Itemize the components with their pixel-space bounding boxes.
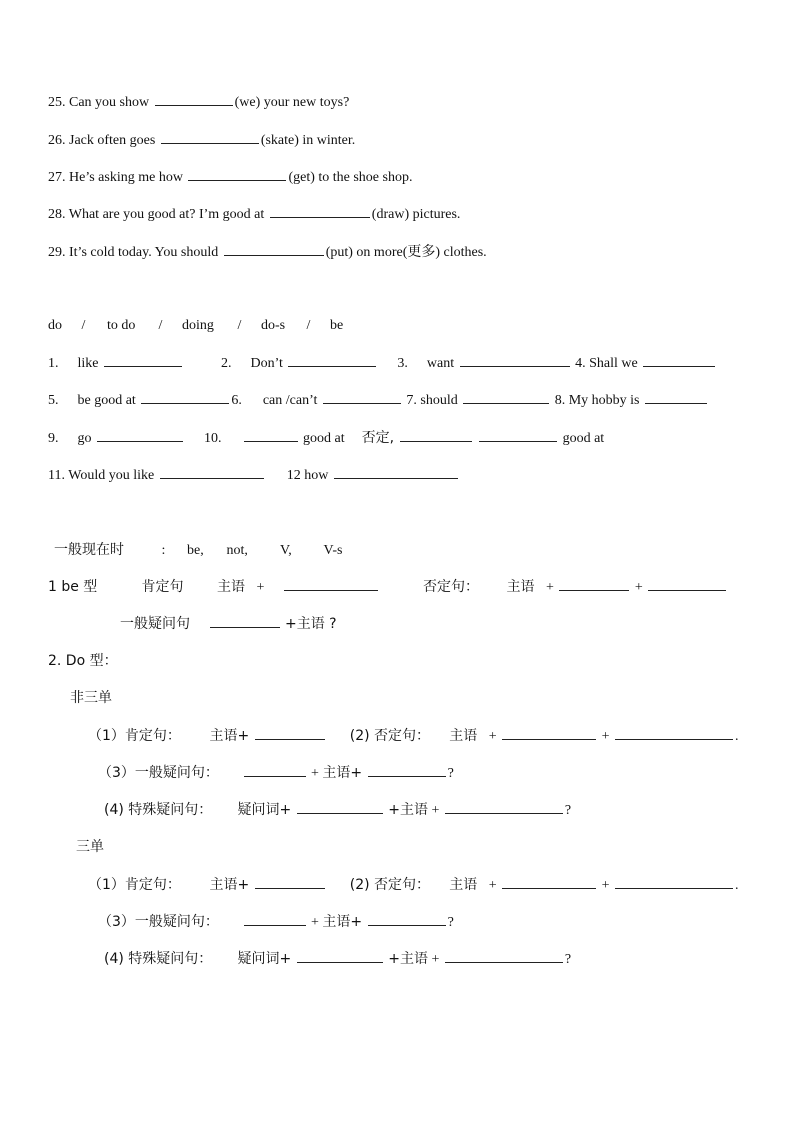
separator: / [81,318,86,333]
item-label: 11. Would you like [48,468,155,483]
exercise-25-text: 25. Can you show [48,95,150,110]
third-label-row [76,838,104,857]
exercise-27-text: 27. He’s asking me how [48,170,183,185]
question-label: 一般疑问句 [120,616,190,632]
plus: + [634,580,643,595]
answer-blank[interactable] [160,466,264,479]
wh-question-label: (4) 特殊疑问句： [104,951,213,967]
plus: + [256,580,265,595]
plus: + [431,803,440,818]
negative-label: 否定, [361,430,395,446]
exercise-25 [48,93,349,112]
grammar-title: 一般现在时 [54,542,124,558]
answer-blank[interactable] [270,205,370,218]
non-third-label-row [70,689,112,708]
question-label: （3）一般疑问句： [98,914,219,930]
answer-blank[interactable] [463,391,549,404]
item-label: 4. Shall we [575,356,638,371]
plus: + [601,878,610,893]
exercise-29-text: 29. It’s cold today. You should [48,245,219,260]
answer-blank[interactable] [615,727,733,740]
affirmative-label: 肯定句 [141,579,184,595]
answer-blank[interactable] [255,727,325,740]
key-not: not, [226,543,248,558]
negative-label: (2) 否定句： [349,728,431,744]
colon: : [161,543,166,558]
third-question-row [98,913,454,932]
answer-blank[interactable] [244,764,306,777]
forms-row-3 [48,429,604,448]
plus: + [488,729,497,744]
item-label: good at [562,431,605,446]
non-third-wh-question-row [104,801,571,820]
key-v: V, [280,543,292,558]
grammar-title-row [54,541,342,560]
wh-word-label: 疑问词+ [237,951,292,967]
subject-label: +主语 [388,951,428,967]
answer-blank[interactable] [368,764,446,777]
subject-label: +主语 [388,802,428,818]
form-do-s: do-s [261,318,286,333]
affirmative-label: （1）肯定句： [88,877,181,893]
exercise-28 [48,205,460,224]
answer-blank[interactable] [479,429,557,442]
subject-question: +主语 ? [285,616,337,632]
question-mark: ? [447,915,454,930]
do-type-row [48,652,118,671]
exercise-29 [48,243,487,262]
answer-blank[interactable] [297,950,383,963]
subject-label: 主语+ [209,728,250,744]
answer-blank[interactable] [645,391,707,404]
verb-forms-header [48,317,343,335]
answer-blank[interactable] [502,876,596,889]
answer-blank[interactable] [445,950,563,963]
answer-blank[interactable] [559,578,629,591]
item-label: go [77,431,92,446]
item-label: like [77,356,99,371]
answer-blank[interactable] [244,429,298,442]
exercise-28-text: 28. What are you good at? I’m good at [48,207,265,222]
plus: + [488,878,497,893]
exercise-25-hint: (we) your new toys? [234,95,350,110]
answer-blank[interactable] [615,876,733,889]
answer-blank[interactable] [104,354,182,367]
answer-blank[interactable] [368,913,446,926]
plus: + [431,952,440,967]
item-number: 6. [231,393,242,408]
subject-label: 主语+ [322,765,363,781]
answer-blank[interactable] [284,578,378,591]
form-to-do: to do [107,318,136,333]
item-label: want [426,356,455,371]
exercise-29-hint: (put) on more(更多) clothes. [325,245,487,260]
plus: + [311,766,319,781]
answer-blank[interactable] [155,93,233,106]
item-number: 1. [48,356,59,371]
exercise-26-hint: (skate) in winter. [260,133,356,148]
plus: + [546,580,554,595]
answer-blank[interactable] [445,801,563,814]
subject-label: 主语+ [209,877,250,893]
wh-question-label: (4) 特殊疑问句： [104,802,213,818]
answer-blank[interactable] [141,391,229,404]
form-be: be [330,318,344,333]
separator: / [306,318,311,333]
answer-blank[interactable] [255,876,325,889]
do-type-label: 2. Do 型： [48,653,118,669]
question-mark: ? [564,952,572,967]
item-number: 3. [397,356,408,371]
item-label: Don’t [250,356,283,371]
be-question-row [120,615,337,634]
subject-label: 主语 [217,579,245,595]
key-v-s: V-s [323,543,343,558]
third-person-label: 三单 [76,839,104,855]
answer-blank[interactable] [297,801,383,814]
item-number: 9. [48,431,59,446]
item-label: 8. My hobby is [554,393,640,408]
non-third-question-row [98,764,454,783]
subject-label: 主语 [449,877,478,893]
answer-blank[interactable] [244,913,306,926]
separator: / [158,318,163,333]
exercise-27 [48,168,412,187]
affirmative-label: （1）肯定句： [88,728,181,744]
answer-blank[interactable] [460,354,570,367]
question-mark: ? [564,803,572,818]
subject-label: 主语+ [322,914,363,930]
item-label: good at [303,431,345,446]
answer-blank[interactable] [648,578,726,591]
answer-blank[interactable] [210,615,280,628]
answer-blank[interactable] [161,131,259,144]
plus: + [311,915,319,930]
be-type-row [48,578,728,597]
answer-blank[interactable] [334,466,458,479]
item-number: 5. [48,393,59,408]
item-label: be good at [77,393,136,408]
question-mark: ? [447,766,454,781]
subject-label: 主语 [449,728,478,744]
item-number: 10. [204,431,222,446]
answer-blank[interactable] [188,168,286,181]
item-label: can /can’t [262,393,318,408]
negative-label: 否定句： [423,579,479,595]
answer-blank[interactable] [323,391,401,404]
non-third-person-label: 非三单 [70,690,112,706]
exercise-27-hint: (get) to the shoe shop. [288,170,413,185]
item-label: 7. should [406,393,458,408]
answer-blank[interactable] [400,429,472,442]
wh-word-label: 疑问词+ [237,802,292,818]
exercise-26-text: 26. Jack often goes [48,133,156,148]
answer-blank[interactable] [224,243,324,256]
exercise-28-hint: (draw) pictures. [371,207,461,222]
forms-row-1 [48,354,717,373]
answer-blank[interactable] [643,354,715,367]
answer-blank[interactable] [97,429,183,442]
question-label: （3）一般疑问句： [98,765,219,781]
answer-blank[interactable] [288,354,376,367]
third-wh-question-row [104,950,571,969]
period: . [735,878,739,893]
plus: + [601,729,610,744]
non-third-affirmative-row [88,727,739,746]
answer-blank[interactable] [502,727,596,740]
separator: / [237,318,242,333]
period: . [735,729,739,744]
item-label: 12 how [286,468,329,483]
subject-label: 主语 [506,579,535,595]
key-be: be, [187,543,204,558]
exercise-26 [48,131,355,150]
form-do: do [48,318,62,333]
item-number: 2. [221,356,232,371]
be-type-label: 1 be 型 [48,579,98,595]
form-doing: doing [182,318,214,333]
forms-row-4 [48,466,460,485]
forms-row-2 [48,391,709,410]
third-affirmative-row [88,876,739,895]
negative-label: (2) 否定句： [349,877,431,893]
